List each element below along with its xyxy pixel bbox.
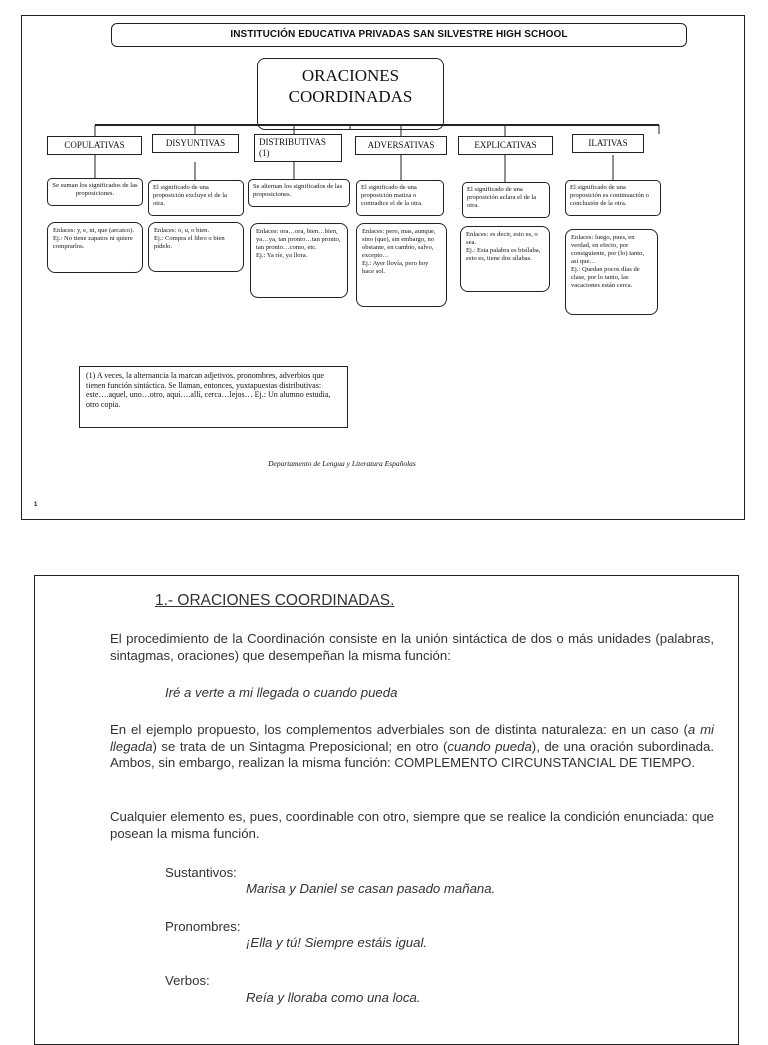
category-explicativas: EXPLICATIVAS <box>458 136 553 155</box>
links-ilativas <box>565 229 658 315</box>
paragraph-example-explanation <box>110 722 714 772</box>
page-2 <box>34 575 739 1045</box>
paragraph-coordination-definition: El procedimiento de la Coordinación consiste en la unión sintáctica de dos o más unidades (palabras, sintagmas, oraciones) que desempeñan la misma función: <box>110 631 714 663</box>
definition-explicativas: El significado de una proposición aclara el de la otra. <box>462 182 550 218</box>
links-disyuntivas-text: Enlaces: o, u, o bien. <box>154 227 210 234</box>
page-number: 1 <box>34 502 38 508</box>
category-copulativas: COPULATIVAS <box>47 136 142 155</box>
para2-text-b: ) se trata de un Sintagma Preposicional; en otro ( <box>152 738 448 754</box>
department-footer: Departamento de Lengua y Literatura Españolas <box>268 459 416 468</box>
para2-text-c: ), de una oración subordinada. Ambos, sin embargo, realizan la misma función: COMPLEMENTO CIRCUNSTANCIAL DE TIEMPO. <box>110 738 715 770</box>
main-title-line-1: ORACIONES <box>301 66 400 85</box>
footnote-box: (1) A veces, la alternancia la marcan adjetivos, pronombres, adverbios que tienen función sintáctica. Se llaman, entonces, yuxtapuestas distributivas: este….aquel, uno…otro, aquí….allí, cerca…lejos… Ej.: Un alumno estudia, otro copia. <box>79 366 348 428</box>
example-label-verbos: Verbos: <box>165 973 210 988</box>
example-sentence-verbos: Reía y lloraba como una loca. <box>246 990 421 1005</box>
category-distributivas-note: (1) <box>259 148 270 158</box>
links-adversativas <box>356 223 447 307</box>
category-distributivas-label: DISTRIBUTIVAS <box>259 137 326 147</box>
category-disyuntivas: DISYUNTIVAS <box>152 134 239 153</box>
category-ilativas: ILATIVAS <box>572 134 644 153</box>
example-sentence-pronombres: ¡Ella y tú! Siempre estáis igual. <box>246 935 428 950</box>
category-adversativas: ADVERSATIVAS <box>355 136 447 155</box>
links-copulativas-text: Enlaces: y, e, ni, que (arcaico). <box>53 227 135 234</box>
paragraph-coordinable-condition: Cualquier elemento es, pues, coordinable con otro, siempre que se realice la condición enunciada: que posean la misma función. <box>110 809 714 841</box>
example-disyuntivas-text: Ej.: Compra el libro o bien pídelo. <box>154 235 225 250</box>
links-copulativas <box>47 222 143 273</box>
example-label-sustantivos: Sustantivos: <box>165 865 237 880</box>
links-ilativas-text: Enlaces: luego, pues, en verdad, en efecto, por consiguiente, por (lo) tanto, así que… <box>571 234 645 265</box>
links-explicativas-text: Enlaces: es decir, esto es, o sea. <box>466 231 538 246</box>
links-distributivas-text: Enlaces: ora…ora, bien…bien, ya…ya, tan pronto…tan pronto, tan pronto…como, etc. <box>256 228 341 251</box>
example-sentence: Iré a verte a mi llegada o cuando pueda <box>165 685 398 700</box>
definition-ilativas: El significado de una proposición es continuación o conclusión de la otra. <box>565 180 661 216</box>
category-distributivas <box>254 134 342 162</box>
definition-copulativas: Se suman los significados de las proposiciones. <box>47 178 143 206</box>
school-header: INSTITUCIÓN EDUCATIVA PRIVADAS SAN SILVESTRE HIGH SCHOOL <box>111 23 687 47</box>
para2-emphasis-b: cuando pueda <box>447 738 532 754</box>
main-title-line-2: COORDINADAS <box>288 87 413 106</box>
example-adversativas-text: Ej.: Ayer llovía, pero hoy hace sol. <box>362 260 429 275</box>
links-distributivas <box>250 223 348 298</box>
links-adversativas-text: Enlaces: pero, mas, aunque, sino (que), sin embargo, no obstante, en cambio, salvo, excepto… <box>362 228 436 259</box>
definition-distributivas: Se alternan los significados de las proposiciones. <box>248 179 350 207</box>
links-explicativas <box>460 226 550 292</box>
para2-text-a: En el ejemplo propuesto, los complementos adverbiales son de distinta naturaleza: en un caso ( <box>110 722 688 737</box>
links-disyuntivas <box>148 222 244 272</box>
example-label-pronombres: Pronombres: <box>165 919 241 934</box>
definition-adversativas: El significado de una proposición matiza o contradice el de la otra. <box>356 180 444 216</box>
example-ilativas-text: Ej.: Quedan pocos días de clase, por lo tanto, las vacaciones están cerca. <box>571 266 640 289</box>
example-copulativas-text: Ej.: No tiene zapatos ni quiere comprarlos. <box>53 235 133 250</box>
section-title: 1.- ORACIONES COORDINADAS. <box>155 592 395 609</box>
example-explicativas-text: Ej.: Esta palabra es bisílaba, esto es, tiene dos sílabas. <box>466 247 541 262</box>
definition-disyuntivas: El significado de una proposición excluye el de la otra. <box>148 180 244 216</box>
page-1 <box>21 15 745 520</box>
example-sentence-sustantivos: Marisa y Daniel se casan pasado mañana. <box>246 881 496 896</box>
example-distributivas-text: Ej.: Ya ríe, ya llora. <box>256 252 308 259</box>
para2-emphasis-a: a mi llegada <box>110 722 714 754</box>
